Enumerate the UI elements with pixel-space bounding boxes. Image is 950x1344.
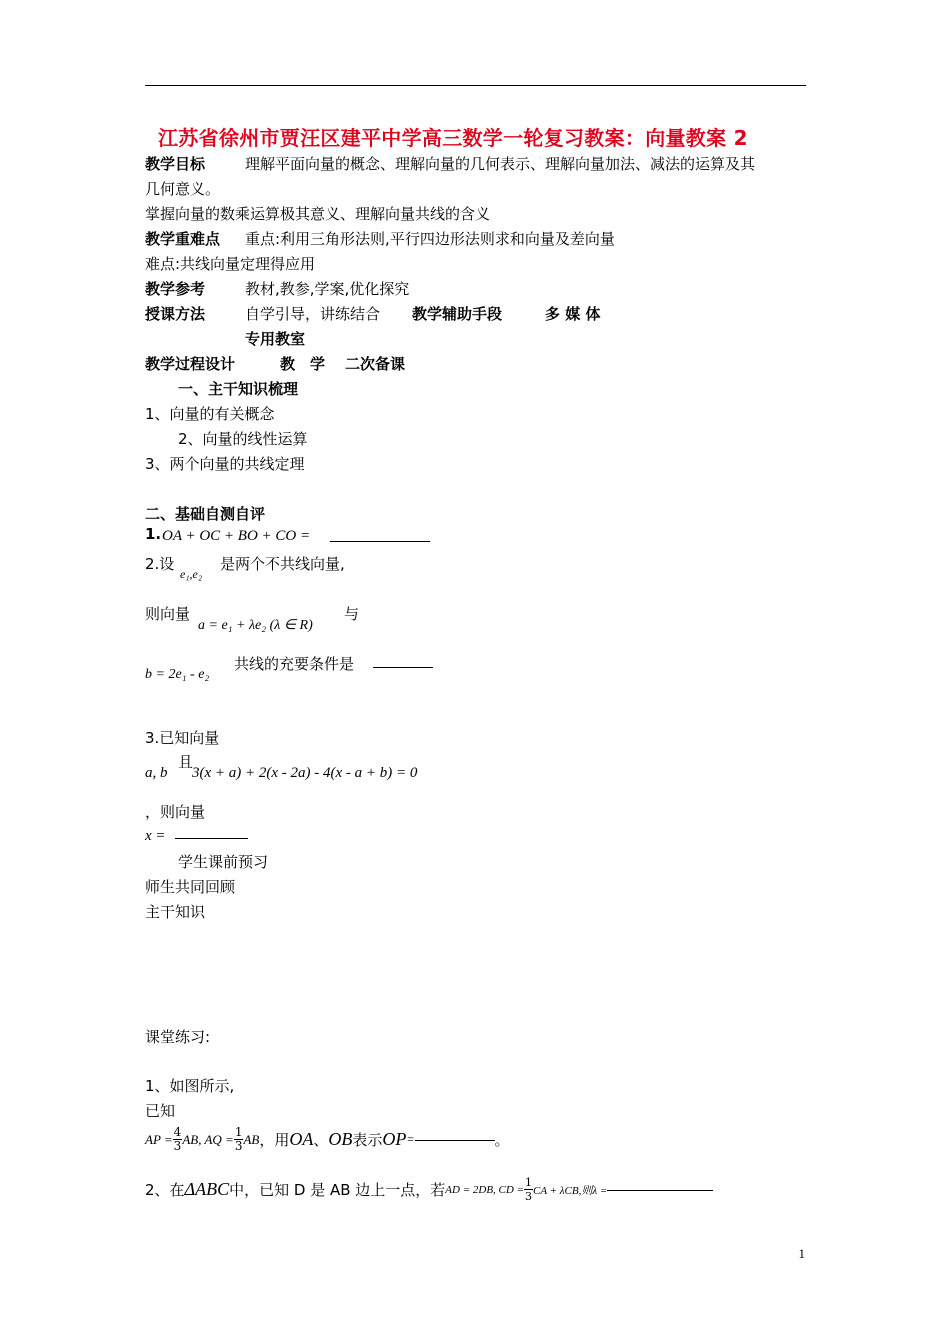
process-col-teaching: 教 学 bbox=[280, 355, 326, 373]
question-2-answer-blank bbox=[373, 667, 433, 668]
question-2-line2: 则向量 bbox=[145, 605, 191, 623]
note-preview: 学生课前预习 bbox=[178, 853, 269, 871]
practice-2-answer-blank bbox=[607, 1189, 713, 1191]
question-3-x: x = bbox=[145, 828, 166, 844]
process-col-second: 二次备课 bbox=[345, 355, 406, 373]
practice-1-fraction-2-den: 3 bbox=[234, 1139, 243, 1153]
question-3-equation: 3(x + a) + 2(x - 2a) - 4(x - a + b) = 0 bbox=[192, 765, 418, 781]
practice-1-end: 。 bbox=[494, 1131, 510, 1149]
goal-text-1: 理解平面向量的概念、理解向量的几何表示、理解向量加法、减法的运算及其 bbox=[245, 155, 756, 173]
question-2-prefix: 2.设 bbox=[145, 555, 175, 573]
practice-1-separator: 、 bbox=[313, 1131, 329, 1149]
question-2-vector-b: b = 2e₁ - e₂ bbox=[145, 667, 210, 682]
reference-text: 教材,教参,学案,优化探究 bbox=[245, 280, 410, 298]
note-review: 师生共同回顾 bbox=[145, 878, 236, 896]
goal-text-3: 掌握向量的数乘运算极其意义、理解向量共线的含义 bbox=[145, 205, 491, 223]
practice-1-equals: = bbox=[406, 1132, 415, 1146]
aid-label: 教学辅助手段 bbox=[412, 305, 503, 323]
practice-heading: 课堂练习: bbox=[145, 1028, 211, 1046]
practice-1-expression bbox=[145, 1126, 510, 1153]
aid-value: 多 媒 体 bbox=[545, 305, 601, 323]
key-text: 重点:利用三角形法则,平行四边形法则求和向量及差向量 bbox=[245, 230, 615, 248]
key-difficult: 难点:共线向量定理得应用 bbox=[145, 255, 316, 273]
practice-1-fraction-1 bbox=[173, 1126, 183, 1153]
practice-1-represent: 表示 bbox=[352, 1131, 383, 1149]
practice-1-ap: AP = bbox=[145, 1131, 173, 1147]
document-title: 江苏省徐州市贾汪区建平中学高三数学一轮复习教案：向量教案 2 bbox=[158, 126, 748, 150]
practice-1-fraction-1-num: 4 bbox=[173, 1125, 182, 1139]
question-2-vars: e₁,e₂ bbox=[180, 567, 202, 581]
reference-label: 教学参考 bbox=[145, 280, 206, 298]
practice-1-op: OP bbox=[382, 1129, 407, 1149]
practice-2-triangle: ΔABC bbox=[184, 1179, 230, 1199]
practice-1-ob: OB bbox=[328, 1129, 353, 1149]
question-2-condition: 共线的充要条件是 bbox=[234, 655, 355, 673]
process-label: 教学过程设计 bbox=[145, 355, 236, 373]
question-3-then: ，则向量 bbox=[145, 803, 206, 821]
practice-1-use: ，用 bbox=[259, 1131, 290, 1149]
practice-2-fraction bbox=[524, 1176, 533, 1203]
practice-1-ab-aq: AB, AQ = bbox=[182, 1131, 234, 1147]
section1-item-1: 1、向量的有关概念 bbox=[145, 405, 275, 423]
section1-heading: 一、主干知识梳理 bbox=[178, 380, 299, 398]
practice-2-prefix: 2、在 bbox=[145, 1181, 185, 1199]
method-room: 专用教室 bbox=[245, 330, 306, 348]
question-2-text: 是两个不共线向量, bbox=[220, 555, 345, 573]
practice-1-oa: OA bbox=[289, 1129, 314, 1149]
goal-text-2: 几何意义。 bbox=[145, 180, 221, 198]
question-3-prefix: 3.已知向量 bbox=[145, 729, 220, 747]
question-1-number: 1. bbox=[145, 525, 162, 543]
key-label: 教学重难点 bbox=[145, 230, 221, 248]
page-number: 1 bbox=[798, 1246, 805, 1261]
section1-item-2: 2、向量的线性运算 bbox=[178, 430, 308, 448]
practice-1-fraction-2-num: 1 bbox=[234, 1125, 243, 1139]
practice-2-fraction-den: 3 bbox=[525, 1190, 532, 1203]
question-2-vector-a: a = e₁ + λe₂ (λ ∈ R) bbox=[198, 618, 313, 633]
practice-2-expr-a: AD = 2DB, CD = bbox=[445, 1183, 524, 1196]
question-2-with: 与 bbox=[344, 605, 360, 623]
practice-1-fraction-2 bbox=[234, 1126, 244, 1153]
question-1-expression: OA + OC + BO + CO = bbox=[162, 528, 311, 544]
question-1-answer-blank bbox=[330, 541, 430, 542]
question-3-answer-blank bbox=[175, 838, 248, 839]
practice-1-line2: 已知 bbox=[145, 1102, 176, 1120]
section1-item-3: 3、两个向量的共线定理 bbox=[145, 455, 305, 473]
practice-1-answer-blank bbox=[415, 1139, 495, 1141]
question-3-and: 且 bbox=[178, 753, 194, 771]
question-3-vars: a, b bbox=[145, 765, 168, 781]
practice-1-ab: AB bbox=[243, 1131, 260, 1147]
section2-heading: 二、基础自测自评 bbox=[145, 505, 266, 523]
practice-1-line1: 1、如图所示, bbox=[145, 1077, 235, 1095]
practice-2-text: 中，已知 D 是 AB 边上一点，若 bbox=[229, 1181, 446, 1199]
practice-2-line bbox=[145, 1176, 713, 1203]
method-text: 自学引导，讲练结合 bbox=[245, 305, 381, 323]
practice-1-fraction-1-den: 3 bbox=[173, 1139, 182, 1153]
practice-2-fraction-num: 1 bbox=[525, 1176, 532, 1189]
note-main-knowledge: 主干知识 bbox=[145, 903, 206, 921]
header-rule bbox=[145, 85, 806, 86]
goal-label: 教学目标 bbox=[145, 155, 206, 173]
method-label: 授课方法 bbox=[145, 305, 206, 323]
practice-2-expr-b: CA + λCB,则λ = bbox=[533, 1184, 608, 1197]
